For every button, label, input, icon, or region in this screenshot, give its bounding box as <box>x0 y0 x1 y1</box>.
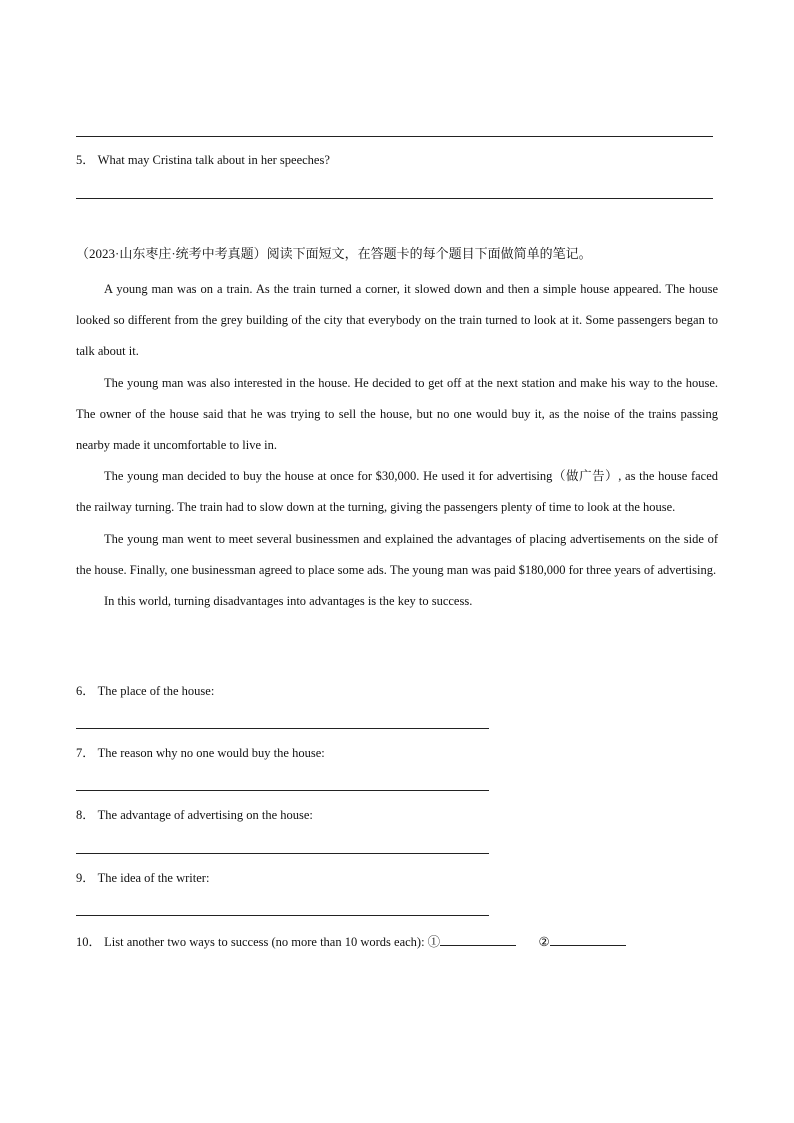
question-8-text: The advantage of advertising on the house: <box>97 808 313 822</box>
question-8-number: 8． <box>76 808 95 822</box>
question-5-text: What may Cristina talk about in her speeches? <box>97 153 330 167</box>
question-5 <box>76 152 330 168</box>
answer-marker-2: ② <box>538 935 550 949</box>
question-7-text: The reason why no one would buy the house: <box>97 746 325 760</box>
passage-paragraph: The young man was also interested in the house. He decided to get off at the next station and make his way to the house. The owner of the house said that he was trying to sell the house, but no one would buy it, as the noise of the trains passing nearby made it uncomfortable to live in. <box>76 375 718 453</box>
question-6 <box>76 683 214 699</box>
passage-paragraph: A young man was on a train. As the train turned a corner, it slowed down and then a simple house appeared. The house looked so different from the grey building of the city that everybody on the train turned to look at it. Some passengers began to talk about it. <box>76 282 718 359</box>
question-9 <box>76 870 209 886</box>
passage-paragraph: In this world, turning disadvantages into advantages is the key to success. <box>104 594 473 609</box>
answer-marker-1: ① <box>427 935 441 949</box>
section-intro: （2023·山东枣庄·统考中考真题）阅读下面短文，在答题卡的每个题目下面做简单的笔记。 <box>76 246 592 261</box>
reading-passage <box>76 274 718 617</box>
answer-line-q4[interactable] <box>76 136 713 137</box>
question-10-text: List another two ways to success (no more than 10 words each): <box>104 935 425 949</box>
question-8 <box>76 807 313 823</box>
question-9-number: 9． <box>76 871 95 885</box>
question-10 <box>76 933 626 950</box>
question-7-number: 7． <box>76 746 95 760</box>
answer-line-q8[interactable] <box>76 853 489 854</box>
answer-line-q9[interactable] <box>76 915 489 916</box>
question-6-text: The place of the house: <box>97 684 215 698</box>
question-9-text: The idea of the writer: <box>97 871 210 885</box>
answer-line-q5[interactable] <box>76 198 713 199</box>
question-6-number: 6． <box>76 684 95 698</box>
answer-line-q7[interactable] <box>76 790 489 791</box>
answer-blank-2[interactable] <box>550 933 626 946</box>
question-10-number: 10． <box>76 935 102 949</box>
answer-blank-1[interactable] <box>440 933 516 946</box>
passage-paragraph: The young man went to meet several businessmen and explained the advantages of placing advertisements on the side of the house. Finally, one businessman agreed to place some ads. The young man was paid $180,000 for three years of advertising. <box>76 531 718 577</box>
passage-paragraph: The young man decided to buy the house at once for $30,000. He used it for advertising（做广告）, as the house faced the railway turning. The train had to slow down at the turning, giving the passengers plenty of time to look at the house. <box>76 469 718 515</box>
answer-line-q6[interactable] <box>76 728 489 729</box>
question-5-number: 5． <box>76 153 95 167</box>
question-7 <box>76 745 325 761</box>
